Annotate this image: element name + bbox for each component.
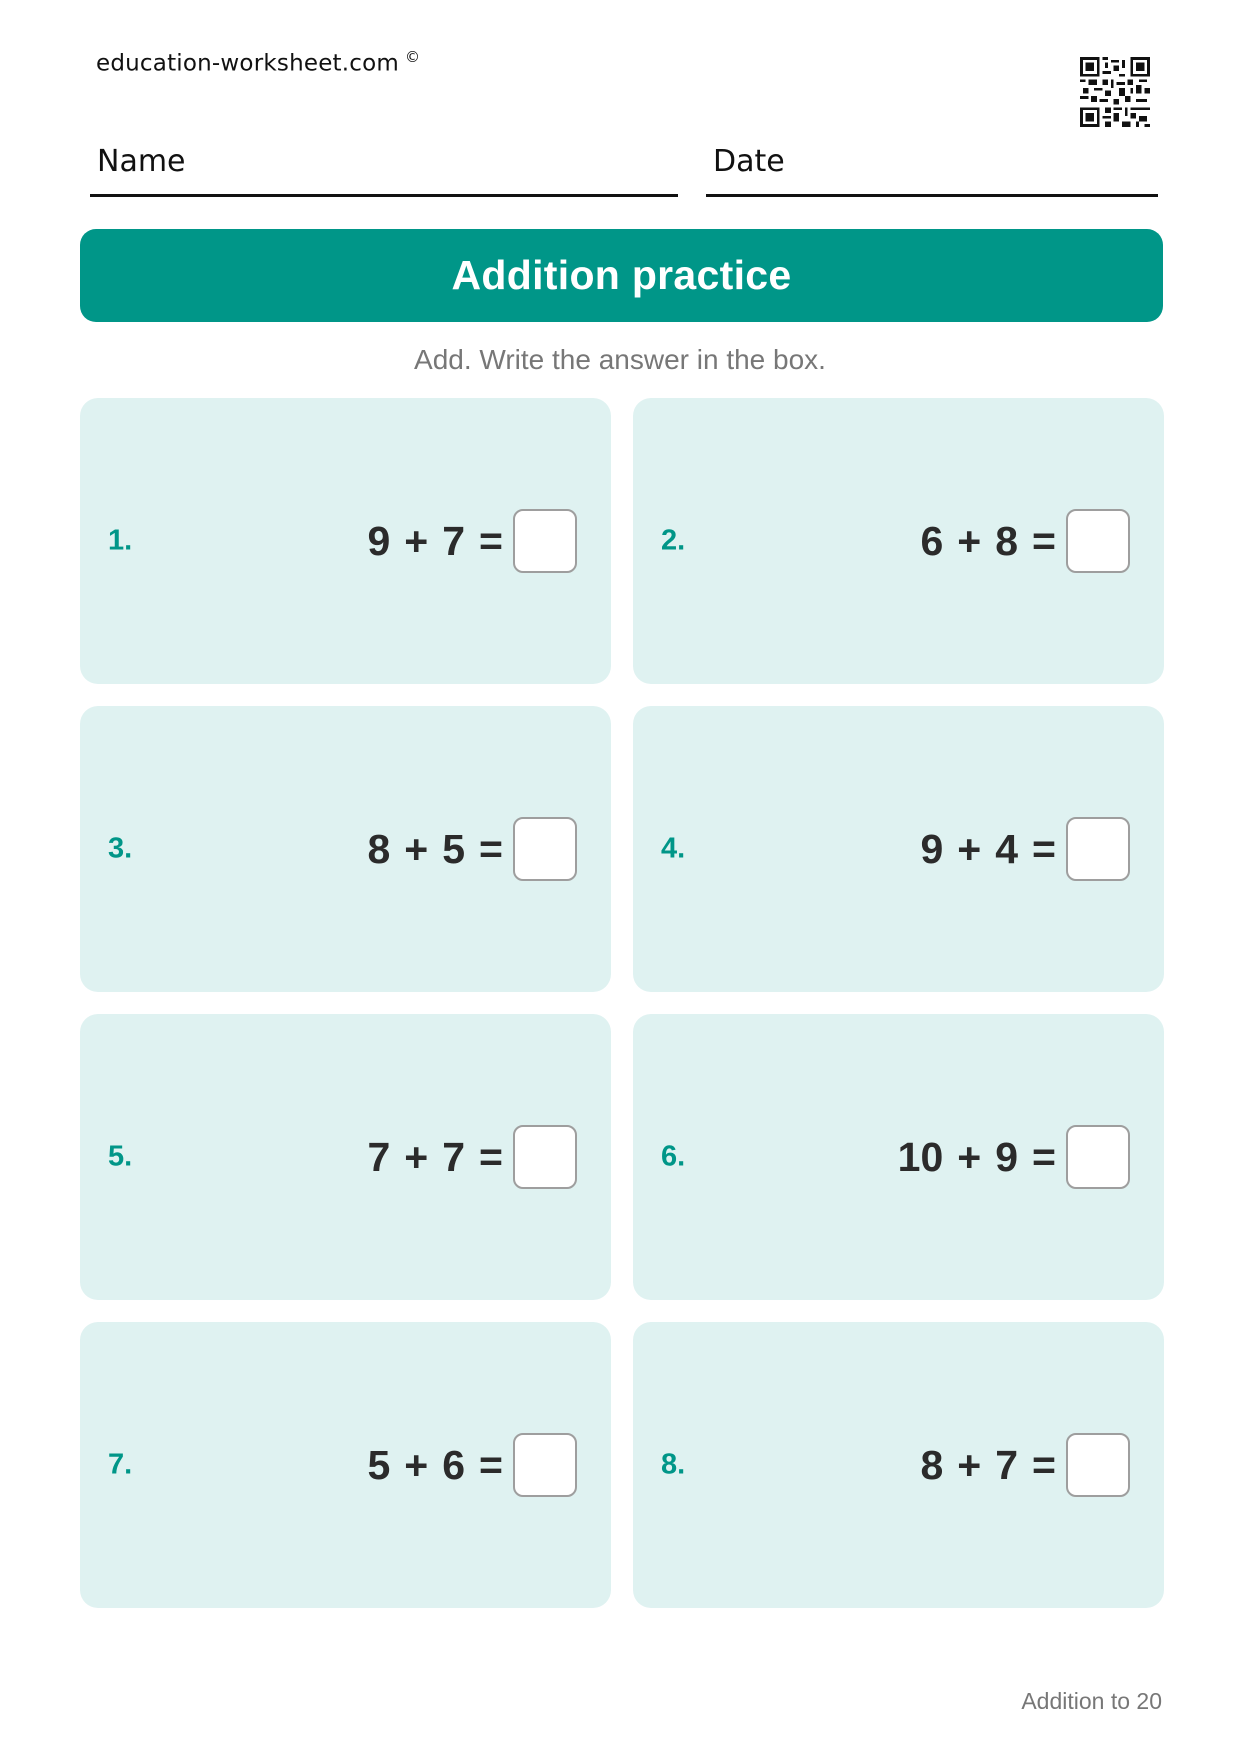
addend-b: 7 xyxy=(442,1133,466,1180)
answer-box[interactable] xyxy=(513,1125,577,1189)
answer-box[interactable] xyxy=(1066,1433,1130,1497)
problem-card xyxy=(80,1322,611,1608)
plus-sign: + xyxy=(404,1441,429,1488)
site-url xyxy=(96,48,420,77)
equals-sign: = xyxy=(1032,1133,1056,1180)
copyright-symbol: © xyxy=(405,48,421,66)
answer-box[interactable] xyxy=(513,817,577,881)
problem-expression xyxy=(367,1125,577,1189)
instructions: Add. Write the answer in the box. xyxy=(414,344,826,375)
addend-b: 4 xyxy=(995,825,1019,872)
plus-sign: + xyxy=(957,1441,982,1488)
answer-box[interactable] xyxy=(1066,509,1130,573)
equals-sign: = xyxy=(479,1441,503,1488)
equals-sign: = xyxy=(1032,517,1056,564)
problem-number: 8. xyxy=(661,1448,686,1481)
equals-sign: = xyxy=(1032,825,1056,872)
problem-number: 4. xyxy=(661,832,686,865)
equals-sign: = xyxy=(479,1133,503,1180)
problem-expression xyxy=(920,1433,1130,1497)
name-label: Name xyxy=(97,144,186,179)
answer-box[interactable] xyxy=(513,509,577,573)
problem-number: 6. xyxy=(661,1140,686,1173)
problem-number: 3. xyxy=(108,832,133,865)
date-field[interactable] xyxy=(706,140,1158,197)
addend-a: 10 xyxy=(897,1133,944,1180)
addend-a: 8 xyxy=(920,1441,944,1488)
addend-b: 7 xyxy=(442,517,466,564)
addend-a: 7 xyxy=(367,1133,391,1180)
plus-sign: + xyxy=(404,1133,429,1180)
footer-topic: Addition to 20 xyxy=(1021,1688,1162,1714)
problem-expression xyxy=(367,817,577,881)
equals-sign: = xyxy=(479,825,503,872)
addend-b: 5 xyxy=(442,825,466,872)
problem-card xyxy=(633,1322,1164,1608)
problem-card xyxy=(80,398,611,684)
problem-expression xyxy=(367,1433,577,1497)
problem-expression xyxy=(898,1125,1130,1189)
problem-number: 5. xyxy=(108,1140,133,1173)
plus-sign: + xyxy=(957,517,982,564)
site-name: education-worksheet.com xyxy=(96,50,399,77)
problem-card xyxy=(80,706,611,992)
date-label: Date xyxy=(713,144,785,179)
problem-card xyxy=(633,398,1164,684)
problem-expression xyxy=(920,817,1130,881)
equals-sign: = xyxy=(479,517,503,564)
problem-card xyxy=(80,1014,611,1300)
equals-sign: = xyxy=(1032,1441,1056,1488)
addend-a: 5 xyxy=(367,1441,391,1488)
qr-code-icon xyxy=(1080,57,1150,127)
addend-b: 6 xyxy=(442,1441,466,1488)
problem-number: 7. xyxy=(108,1448,133,1481)
addend-a: 9 xyxy=(367,517,391,564)
answer-box[interactable] xyxy=(1066,1125,1130,1189)
plus-sign: + xyxy=(957,1133,982,1180)
worksheet-title: Addition practice xyxy=(451,252,792,298)
addend-a: 6 xyxy=(920,517,944,564)
problem-expression xyxy=(367,509,577,573)
plus-sign: + xyxy=(404,517,429,564)
addend-b: 9 xyxy=(995,1133,1019,1180)
problem-number: 1. xyxy=(108,524,133,557)
problem-card xyxy=(633,706,1164,992)
name-field[interactable] xyxy=(90,140,678,197)
plus-sign: + xyxy=(404,825,429,872)
problem-number: 2. xyxy=(661,524,686,557)
addend-a: 8 xyxy=(367,825,391,872)
answer-box[interactable] xyxy=(1066,817,1130,881)
problem-expression xyxy=(920,509,1130,573)
addend-a: 9 xyxy=(920,825,944,872)
addend-b: 7 xyxy=(995,1441,1019,1488)
answer-box[interactable] xyxy=(513,1433,577,1497)
problem-card xyxy=(633,1014,1164,1300)
title-banner xyxy=(80,229,1163,322)
plus-sign: + xyxy=(957,825,982,872)
problem-grid xyxy=(80,398,1163,1608)
addend-b: 8 xyxy=(995,517,1019,564)
